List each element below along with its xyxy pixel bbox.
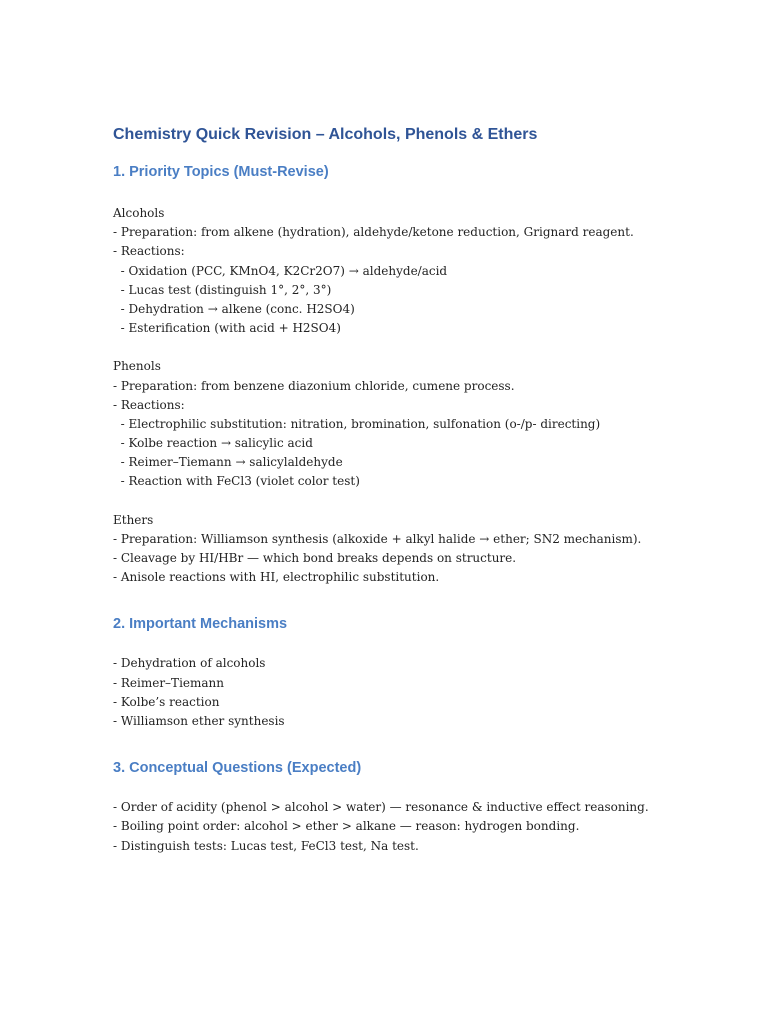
- list-item: - Dehydration → alkene (conc. H2SO4): [113, 301, 355, 316]
- list-item: - Preparation: from benzene diazonium chloride, cumene process.: [113, 378, 515, 393]
- list-item: - Reaction with FeCl3 (violet color test): [113, 474, 360, 489]
- list-item: - Distinguish tests: Lucas test, FeCl3 test, Na test.: [113, 838, 419, 853]
- list-item: - Williamson ether synthesis: [113, 713, 285, 728]
- list-item: - Reactions:: [113, 397, 185, 412]
- section-heading-conceptual-questions: 3. Conceptual Questions (Expected): [113, 760, 362, 777]
- conceptual-questions-list: [113, 798, 713, 856]
- list-item: - Esterification (with acid + H2SO4): [113, 321, 341, 336]
- section-heading-important-mechanisms: 2. Important Mechanisms: [113, 616, 288, 633]
- list-item: - Boiling point order: alcohol > ether > alkane — reason: hydrogen bonding.: [113, 819, 580, 834]
- list-item: - Anisole reactions with HI, electrophilic substitution.: [113, 570, 440, 585]
- group-phenols: [113, 357, 713, 491]
- list-item: - Reimer–Tiemann → salicylaldehyde: [113, 455, 343, 470]
- mechanisms-list: [113, 654, 713, 731]
- group-ethers: [113, 511, 713, 588]
- list-item: - Kolbe reaction → salicylic acid: [113, 436, 313, 451]
- list-item: - Reactions:: [113, 244, 185, 259]
- section-heading-priority-topics: 1. Priority Topics (Must-Revise): [113, 164, 329, 180]
- list-item: - Lucas test (distinguish 1°, 2°, 3°): [113, 282, 332, 297]
- list-item: - Electrophilic substitution: nitration, bromination, sulfonation (o-/p- directing): [113, 416, 601, 431]
- group-label-alcohols: Alcohols: [113, 206, 165, 220]
- list-item: - Preparation: from alkene (hydration), aldehyde/ketone reduction, Grignard reagent.: [113, 225, 634, 240]
- group-label-phenols: Phenols: [113, 359, 161, 374]
- group-alcohols: [113, 204, 713, 338]
- document-title: Chemistry Quick Revision – Alcohols, Phenols & Ethers: [113, 126, 538, 143]
- list-item: - Order of acidity (phenol > alcohol > water) — resonance & inductive effect reasoning.: [113, 800, 649, 815]
- list-item: - Cleavage by HI/HBr — which bond breaks depends on structure.: [113, 551, 517, 565]
- list-item: - Dehydration of alcohols: [113, 656, 266, 671]
- list-item: - Preparation: Williamson synthesis (alkoxide + alkyl halide → ether; SN2 mechanism).: [113, 531, 642, 546]
- list-item: - Reimer–Tiemann: [113, 675, 224, 690]
- list-item: - Oxidation (PCC, KMnO4, K2Cr2O7) → aldehyde/acid: [113, 263, 448, 278]
- document-body: [113, 122, 713, 856]
- list-item: - Kolbe’s reaction: [113, 694, 220, 709]
- group-label-ethers: Ethers: [113, 512, 154, 527]
